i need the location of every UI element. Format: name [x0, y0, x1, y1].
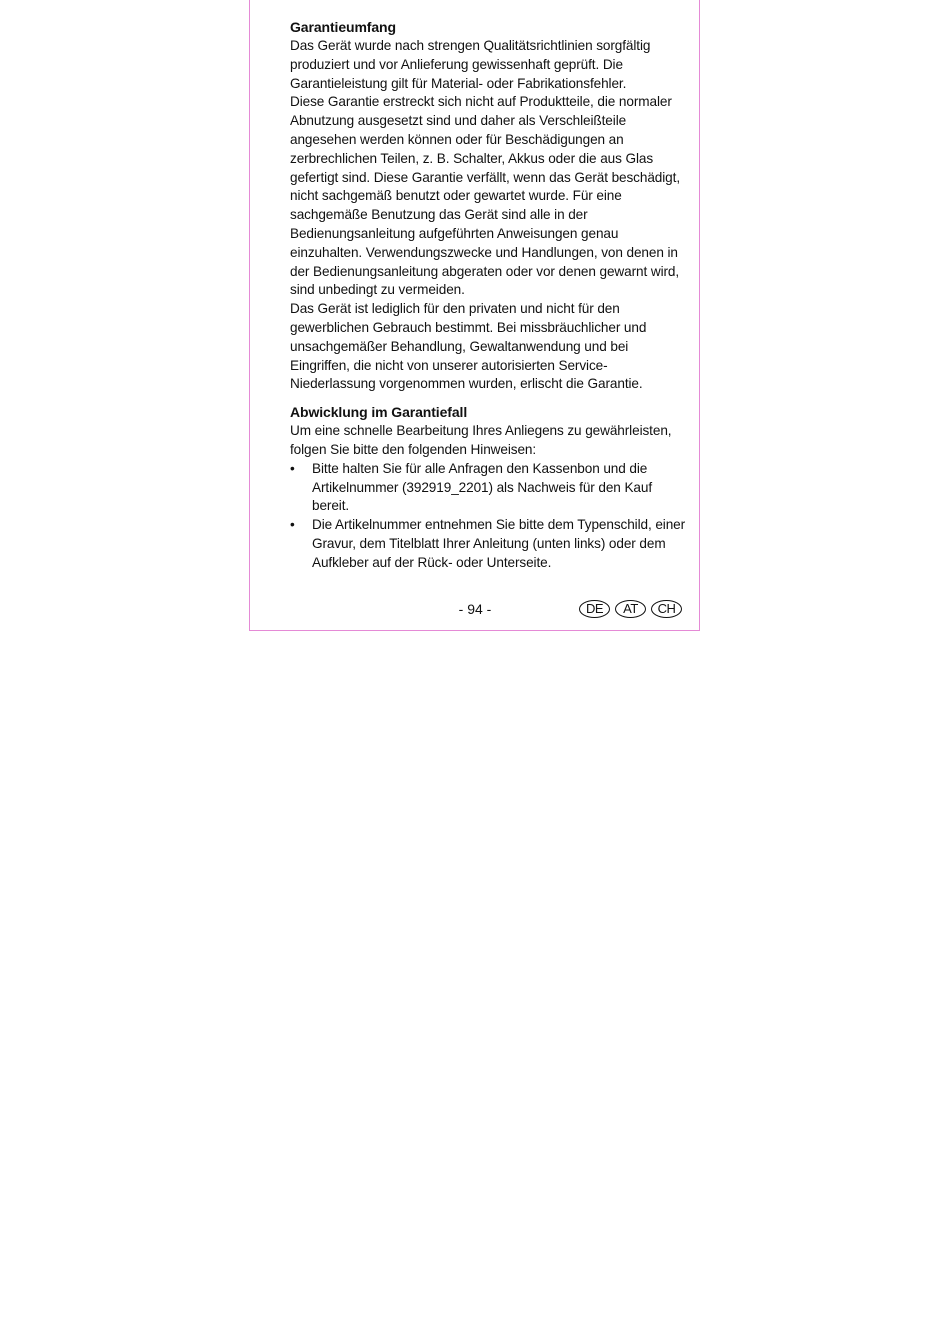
country-badge-ch: CH	[651, 600, 682, 618]
paragraph: Das Gerät ist lediglich für den privaten und nicht für den gewerblichen Gebrauch bestimmt. Bei missbräuchlicher und unsachgemäßer Behandlung, Gewaltanwendung und bei Eingriffen, die nicht von unserer autorisierten Service-Niederlassung vorgenommen wurden, erlischt die Garantie.	[290, 301, 647, 392]
page-footer	[250, 600, 700, 622]
section-heading-warranty-scope: Garantieumfang	[290, 19, 396, 35]
list-item	[290, 516, 690, 572]
list-item-text: Bitte halten Sie für alle Anfragen den Kassenbon und die Artikelnummer (392919_2201) als Nachweis für den Kauf bereit.	[312, 460, 653, 514]
paragraph: Das Gerät wurde nach strengen Qualitätsrichtlinien sorgfältig produziert und vor Anlieferung gewissenhaft geprüft. Die Garantieleistung gilt für Material- oder Fabrikationsfehler.	[290, 38, 651, 91]
country-badges	[579, 600, 682, 618]
country-badge-de: DE	[579, 600, 610, 618]
paragraph: Um eine schnelle Bearbeitung Ihres Anliegens zu gewährleisten, folgen Sie bitte den folgenden Hinweisen:	[290, 423, 672, 457]
document-body	[290, 18, 690, 573]
warranty-claim-section	[290, 403, 690, 572]
list-item	[290, 460, 690, 516]
bullet-list	[290, 460, 690, 573]
section-heading-warranty-claim: Abwicklung im Garantiefall	[290, 404, 468, 421]
country-badge-at: AT	[615, 600, 646, 618]
bullet-icon: •	[290, 517, 295, 533]
list-item-text: Die Artikelnummer entnehmen Sie bitte dem Typenschild, einer Gravur, dem Titelblatt Ihrer Anleitung (unten links) oder dem Aufkleber auf der Rück- oder Unterseite.	[312, 517, 686, 570]
bullet-icon: •	[290, 460, 295, 476]
page-number: - 94 -	[458, 601, 492, 617]
paragraph: Diese Garantie erstreckt sich nicht auf Produktteile, die normaler Abnutzung ausgesetzt sind und daher als Verschleißteile angesehen werden können oder für Beschädigungen an zerbrechlichen Teilen, z. B. Schalter, Akkus oder die aus Glas gefertigt sind. Diese Garantie verfällt, wenn das Gerät beschädigt, nicht sachgemäß benutzt oder gewartet wurde. Für eine sachgemäße Benutzung das Gerät sind alle in der Bedienungsanleitung aufgeführten Anweisungen genau einzuhalten. Verwendungszwecke und Handlungen, von denen in der Bedienungsanleitung abgeraten oder vor denen gewarnt wird, sind unbedingt zu vermeiden.	[290, 94, 680, 298]
